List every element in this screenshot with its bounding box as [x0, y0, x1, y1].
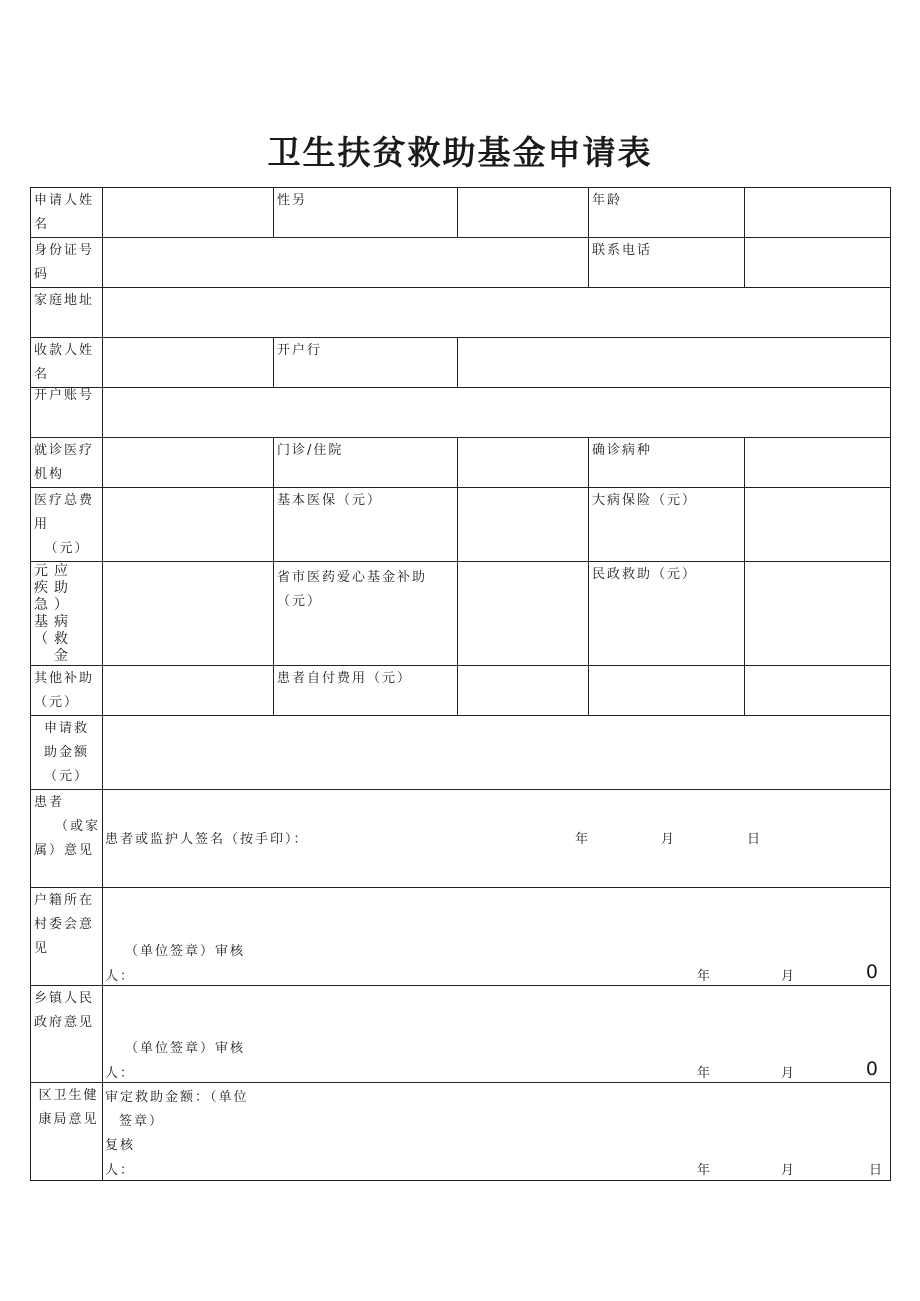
bank-label: 开户行	[274, 338, 458, 388]
other-aid-label: 其他补助（元）	[31, 666, 103, 716]
emergency-fund-field[interactable]	[103, 562, 274, 666]
provincial-fund-field[interactable]	[458, 562, 589, 666]
age-field[interactable]	[745, 188, 891, 238]
town-day-value: 0	[865, 1058, 878, 1080]
town-month-label: 月	[781, 1066, 797, 1081]
diagnosis-field[interactable]	[745, 438, 891, 488]
basic-insurance-field[interactable]	[458, 488, 589, 562]
emergency-fund-col-1: 元 疾 急 基 （	[34, 563, 50, 647]
civil-aid-label: 民政救助（元）	[589, 562, 745, 666]
age-label: 年龄	[589, 188, 745, 238]
account-label: 开户账号	[31, 388, 103, 438]
phone-label: 联系电话	[589, 238, 745, 288]
patient-day-label: 日	[747, 832, 763, 847]
applicant-name-field[interactable]	[103, 188, 274, 238]
district-month-label: 月	[781, 1163, 797, 1178]
town-seal-label: （单位签章）审核	[125, 1041, 246, 1056]
gender-field[interactable]	[458, 188, 589, 238]
diagnosis-label: 确诊病种	[589, 438, 745, 488]
address-field[interactable]	[103, 288, 891, 338]
district-year-label: 年	[697, 1163, 713, 1178]
self-paid-extra-cell[interactable]	[589, 666, 745, 716]
civil-aid-field[interactable]	[745, 562, 891, 666]
town-opinion-field[interactable]	[103, 986, 891, 1083]
emergency-fund-col-2: 应 助 ） 病 救 金	[54, 563, 70, 664]
hospital-field[interactable]	[103, 438, 274, 488]
self-paid-field[interactable]	[458, 666, 589, 716]
id-number-field[interactable]	[103, 238, 589, 288]
provincial-fund-label: 省市医药爱心基金补助（元）	[274, 562, 458, 666]
hospital-label: 就诊医疗机构	[31, 438, 103, 488]
patient-opinion-line-2: （或家	[54, 819, 100, 834]
total-cost-field[interactable]	[103, 488, 274, 562]
emergency-fund-label	[31, 562, 103, 666]
form-title: 卫生扶贫救助基金申请表	[267, 133, 653, 172]
district-opinion-label: 区卫生健康局意见	[31, 1083, 103, 1181]
application-form-table	[30, 187, 891, 1181]
patient-opinion-field[interactable]	[103, 790, 891, 888]
total-cost-label-main: 医疗总费用	[34, 493, 95, 532]
village-day-value: 0	[865, 961, 878, 983]
village-year-label: 年	[697, 969, 713, 984]
patient-month-label: 月	[661, 832, 677, 847]
district-seal-label: 签章）	[119, 1114, 165, 1129]
other-aid-field[interactable]	[103, 666, 274, 716]
bank-field[interactable]	[458, 338, 891, 388]
self-paid-label: 患者自付费用（元）	[274, 666, 458, 716]
town-opinion-label: 乡镇人民政府意见	[31, 986, 103, 1083]
patient-opinion-line-1: 患者	[34, 795, 65, 810]
payee-name-label: 收款人姓名	[31, 338, 103, 388]
patient-signature-label: 患者或监护人签名（按手印）：	[105, 832, 309, 847]
basic-insurance-label: 基本医保（元）	[274, 488, 458, 562]
major-insurance-label: 大病保险（元）	[589, 488, 745, 562]
major-insurance-field[interactable]	[745, 488, 891, 562]
address-label: 家庭地址	[31, 288, 103, 338]
applicant-name-label: 申请人姓名	[31, 188, 103, 238]
gender-label: 性另	[274, 188, 458, 238]
requested-amount-field[interactable]	[103, 716, 891, 790]
self-paid-extra-field[interactable]	[745, 666, 891, 716]
payee-name-field[interactable]	[103, 338, 274, 388]
recheck-label: 复核	[105, 1138, 136, 1153]
town-reviewer-label: 人：	[105, 1066, 136, 1081]
village-month-label: 月	[781, 969, 797, 984]
patient-opinion-line-3: 属）意见	[34, 843, 95, 858]
total-cost-label	[31, 488, 103, 562]
phone-field[interactable]	[745, 238, 891, 288]
patient-year-label: 年	[575, 832, 591, 847]
patient-opinion-label	[31, 790, 103, 888]
district-opinion-field[interactable]	[103, 1083, 891, 1181]
village-opinion-label: 户籍所在村委会意见	[31, 888, 103, 986]
village-seal-label: （单位签章）审核	[125, 944, 246, 959]
visit-type-field[interactable]	[458, 438, 589, 488]
total-cost-label-unit: （元）	[44, 541, 90, 556]
account-field[interactable]	[103, 388, 891, 438]
village-reviewer-label: 人：	[105, 969, 136, 984]
town-year-label: 年	[697, 1066, 713, 1081]
id-number-label: 身份证号码	[31, 238, 103, 288]
recheck-reviewer-label: 人：	[105, 1163, 136, 1178]
district-day-label: 日	[869, 1163, 885, 1178]
visit-type-label: 门诊/住院	[274, 438, 458, 488]
approved-amount-label: 审定救助金额：（单位	[105, 1090, 249, 1105]
village-opinion-field[interactable]	[103, 888, 891, 986]
requested-amount-label: 申请救助金额（元）	[31, 716, 103, 790]
